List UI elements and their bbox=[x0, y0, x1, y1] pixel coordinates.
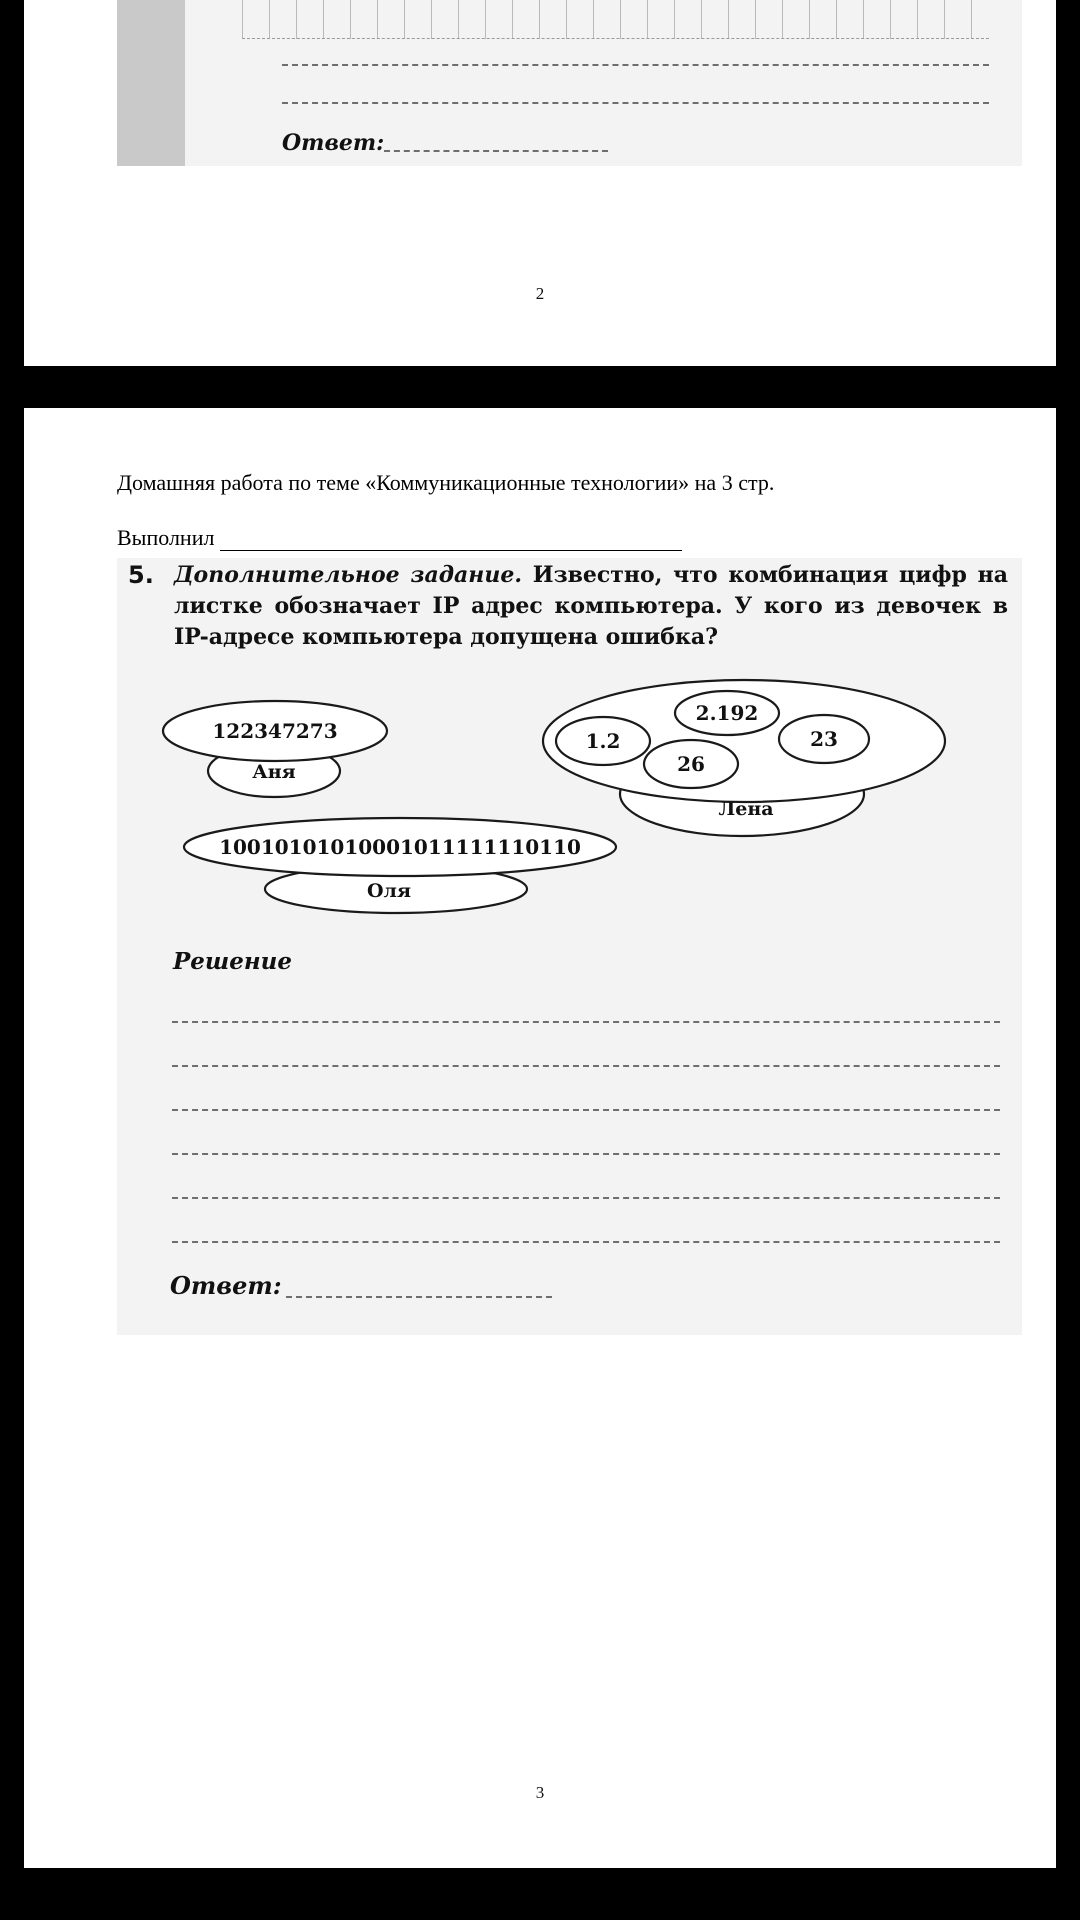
anya-name: Аня bbox=[252, 761, 296, 783]
lena-name: Лена bbox=[718, 798, 774, 820]
solution-line bbox=[172, 1065, 1000, 1067]
lena-piece-2: 1.2 bbox=[585, 729, 621, 753]
solution-label: Решение bbox=[173, 948, 293, 975]
anya-number: 122347273 bbox=[212, 719, 338, 743]
task-text: Известно, что комбинация цифр на листке обозначает IP адрес компьютера. У кого из девочек в IP-адресе компьютера допущена ошибка? bbox=[174, 562, 1008, 650]
task-number: 5. bbox=[128, 561, 154, 589]
task-title: Дополнительное задание. bbox=[174, 562, 522, 588]
scan-gutter bbox=[117, 0, 185, 166]
answer-blank bbox=[384, 150, 608, 152]
ip-diagram bbox=[24, 408, 1056, 1868]
solution-line bbox=[172, 1241, 1000, 1243]
olya-number: 10010101010001011111110110 bbox=[219, 835, 581, 859]
answer-line bbox=[282, 102, 989, 104]
solution-line bbox=[172, 1153, 1000, 1155]
solution-line bbox=[172, 1021, 1000, 1023]
page-number: 3 bbox=[535, 1783, 545, 1802]
lena-piece-3: 23 bbox=[810, 727, 838, 751]
olya-name: Оля bbox=[367, 880, 411, 902]
solution-line bbox=[172, 1109, 1000, 1111]
page-number: 2 bbox=[535, 284, 545, 303]
page-3 bbox=[24, 408, 1056, 1868]
solution-line bbox=[172, 1197, 1000, 1199]
answer-label: Ответ: bbox=[170, 1271, 282, 1300]
answer-grid bbox=[242, 0, 989, 39]
page-2 bbox=[24, 0, 1056, 366]
done-by-label: Выполнил bbox=[117, 525, 215, 550]
lena-piece-1: 2.192 bbox=[695, 701, 759, 725]
answer-blank[interactable] bbox=[286, 1296, 552, 1298]
answer-label: Ответ: bbox=[282, 130, 385, 156]
lena-piece-4: 26 bbox=[677, 752, 705, 776]
answer-line bbox=[282, 64, 989, 66]
page-header: Домашняя работа по теме «Коммуникационные технологии» на 3 стр. bbox=[117, 470, 775, 495]
